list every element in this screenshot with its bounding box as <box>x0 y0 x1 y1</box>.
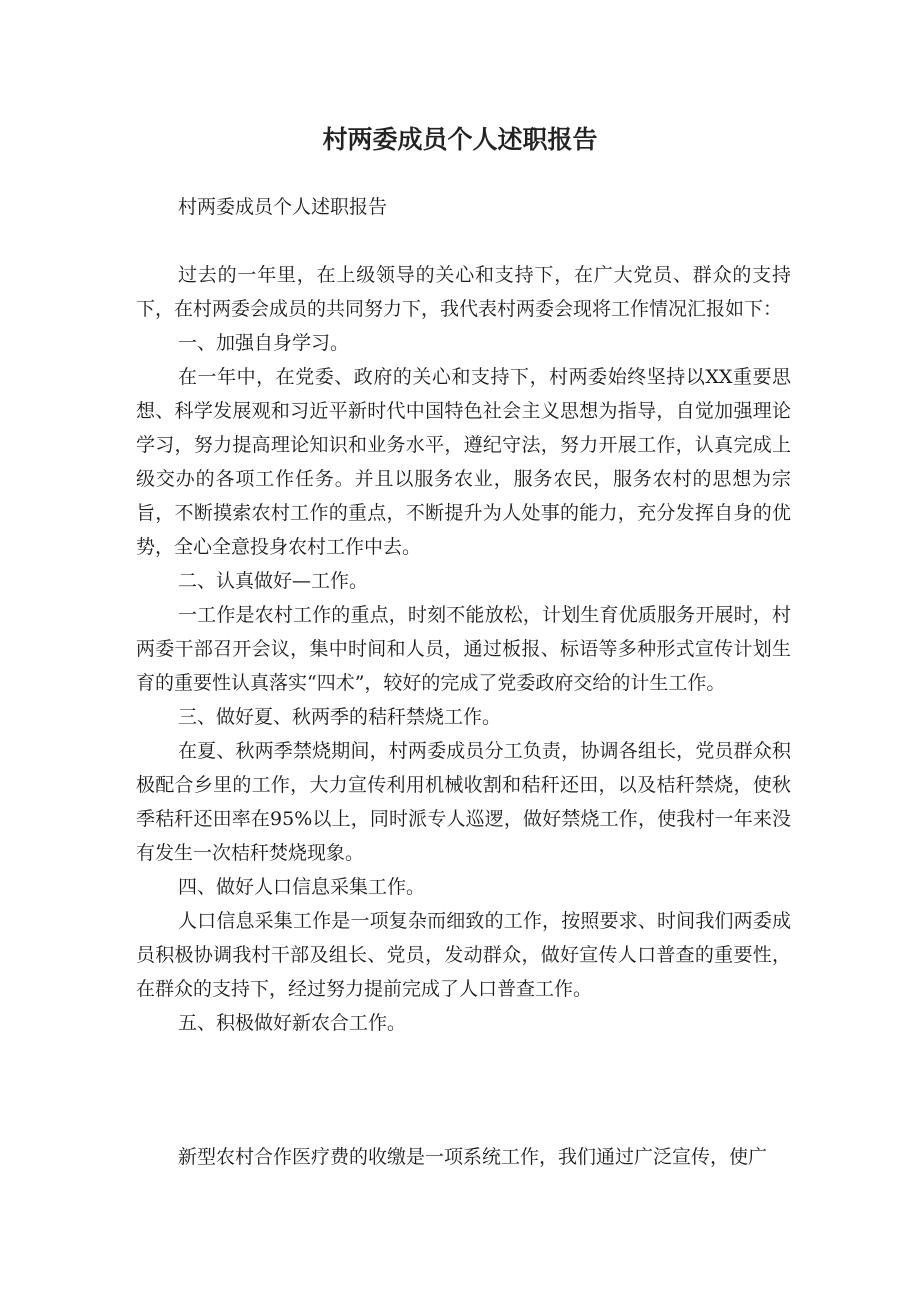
paragraph-section-5: 新型农村合作医疗费的收缴是一项系统工作，我们通过广泛宣传，使广 <box>178 1146 768 1168</box>
paragraph-section-4: 人口信息采集工作是一项复杂而细致的工作，按照要求、时间我们两委成员积极协调我村干部及组长、党员，发动群众，做好宣传人口普查的重要性，在群众的支持下，经过努力提前完成了人口普查工作。 <box>136 910 791 1000</box>
section-heading-5: 五、积极做好新农合工作。 <box>178 1012 407 1034</box>
document-subtitle: 村两委成员个人述职报告 <box>178 196 388 218</box>
paragraph-section-3: 在夏、秋两季禁烧期间，村两委成员分工负责，协调各组长，党员群众积极配合乡里的工作，大力宣传利用机械收割和秸秆还田，以及桔秆禁烧，使秋季秸秆还田率在95%以上，同时派专人巡逻，做好禁烧工作，使我村一年来没有发生一次桔秆焚烧现象。 <box>136 740 791 864</box>
document-body-continued <box>136 1140 791 1174</box>
document-title: 村两委成员个人述职报告 <box>322 125 598 154</box>
section-heading-2: 二、认真做好—工作。 <box>178 570 369 592</box>
document-body <box>136 258 791 1040</box>
section-heading-4: 四、做好人口信息采集工作。 <box>178 876 426 898</box>
section-heading-3: 三、做好夏、秋两季的秸秆禁烧工作。 <box>178 706 502 728</box>
paragraph-section-1: 在一年中，在党委、政府的关心和支持下，村两委始终坚持以XX重要思想、科学发展观和习近平新时代中国特色社会主义思想为指导，自觉加强理论学习，努力提高理论知识和业务水平，遵纪守法，努力开展工作，认真完成上级交办的各项工作任务。并且以服务农业，服务农民，服务农村的思想为宗旨，不断摸索农村工作的重点，不断提升为人处事的能力，充分发挥自身的优势，全心全意投身农村工作中去。 <box>136 366 791 558</box>
paragraph-section-2: 一工作是农村工作的重点，时刻不能放松，计划生育优质服务开展时，村两委干部召开会议，集中时间和人员，通过板报、标语等多种形式宣传计划生育的重要性认真落实“四术”，较好的完成了党委政府交给的计生工作。 <box>136 604 791 694</box>
section-heading-1: 一、加强自身学习。 <box>178 332 350 354</box>
paragraph-intro: 过去的一年里，在上级领导的关心和支持下，在广大党员、群众的支持下，在村两委会成员的共同努力下，我代表村两委会现将工作情况汇报如下： <box>136 264 791 320</box>
